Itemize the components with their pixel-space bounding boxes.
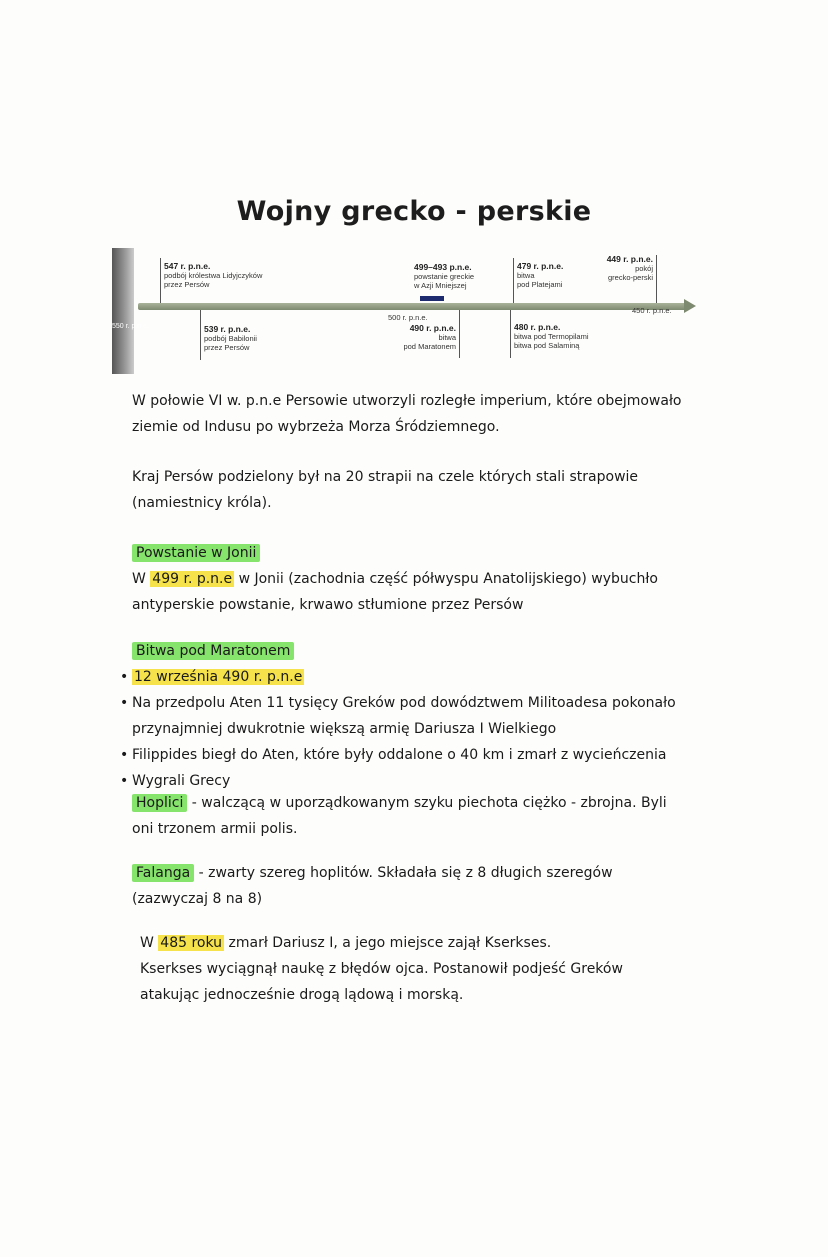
timeline-end-label: 450 r. p.n.e. [632,306,672,315]
timeline-period-marker [420,296,444,301]
ionia-date: 499 r. p.n.e [152,571,233,587]
page-title: Wojny grecko - perskie [236,196,592,227]
hoplites-term: Hoplici [132,794,187,812]
xerxes-date: 485 roku [160,935,223,951]
intro-paragraph: W połowie VI w. p.n.e Persowie utworzyli rozległe imperium, które obejmowało ziemie od Indusu po wybrzeża Morza Śródziemnego. [132,393,682,435]
timeline-event-499: 499–493 p.n.e. powstanie greckie w Azji Mniejszej [414,262,475,290]
ionia-heading: Powstanie w Jonii [132,544,260,562]
timeline-500-label: 500 r. p.n.e. [388,313,428,322]
timeline-event-490: 490 r. p.n.e. bitwa pod Maratonem [403,323,456,351]
hoplites-definition: Hoplici - walczącą w uporządkowanym szyku piechota ciężko - zbrojna. Byli oni trzonem armii polis. [132,795,667,837]
xerxes-paragraph: W 485 roku zmarł Dariusz I, a jego miejsce zajął Kserkses. Kserkses wyciągnął naukę z błędów ojca. Postanowił podjeść Greków atakując jednocześnie drogą lądową i morską. [140,935,623,1003]
phalanx-definition: Falanga - zwarty szereg hoplitów. Składała się z 8 długich szeregów (zazwyczaj 8 na 8) [132,865,613,907]
phalanx-term: Falanga [132,864,194,882]
timeline-event-539: 539 r. p.n.e. podbój Babilonii przez Persów [204,324,257,352]
timeline-axis [138,303,686,310]
timeline-event-449: 449 r. p.n.e. pokój grecko-perski [606,254,653,282]
list-item: • Na przedpolu Aten 11 tysięcy Greków pod dowództwem Militoadesa pokonało [132,690,676,716]
timeline-event-479: 479 r. p.n.e. bitwa pod Platejami [517,261,564,289]
timeline [0,0,828,400]
ionia-section: Powstanie w Jonii W 499 r. p.n.e w Jonii (zachodnia część półwyspu Anatolijskiego) wybuchło antyperskie powstanie, krwawo stłumione przez Persów [132,545,658,613]
timeline-event-547: 547 r. p.n.e. podbój królestwa Lidyjczyków przez Persów [164,261,263,289]
timeline-arrow-icon [684,299,696,313]
list-item: • Filippides biegł do Aten, które były oddalone o 40 km i zmarł z wycieńczenia [132,742,676,768]
timeline-start-bar [112,248,134,374]
marathon-heading: Bitwa pod Maratonem [132,642,294,660]
satrapy-paragraph: Kraj Persów podzielony był na 20 strapii na czele których stali strapowie (namiestnicy króla). [132,469,639,511]
list-item: • Wygrali Grecy [132,768,676,794]
marathon-section: Bitwa pod Maratonem • 12 września 490 r. p.n.e • Na przedpolu Aten 11 tysięcy Greków pod dowództwem Militoadesa pokonało przynajmniej dwukrotnie większą armię Dariusza I Wielkiego • Filippides biegł do Aten, które były oddalone o 40 km i zmarł z wycieńczenia • Wygrali Grecy [132,638,676,794]
timeline-start-label: 550 r. p.n.e. [112,323,149,330]
timeline-event-480: 480 r. p.n.e. bitwa pod Termopilami bitwa pod Salaminą [514,322,589,350]
marathon-date: 12 września 490 r. p.n.e [134,669,303,685]
